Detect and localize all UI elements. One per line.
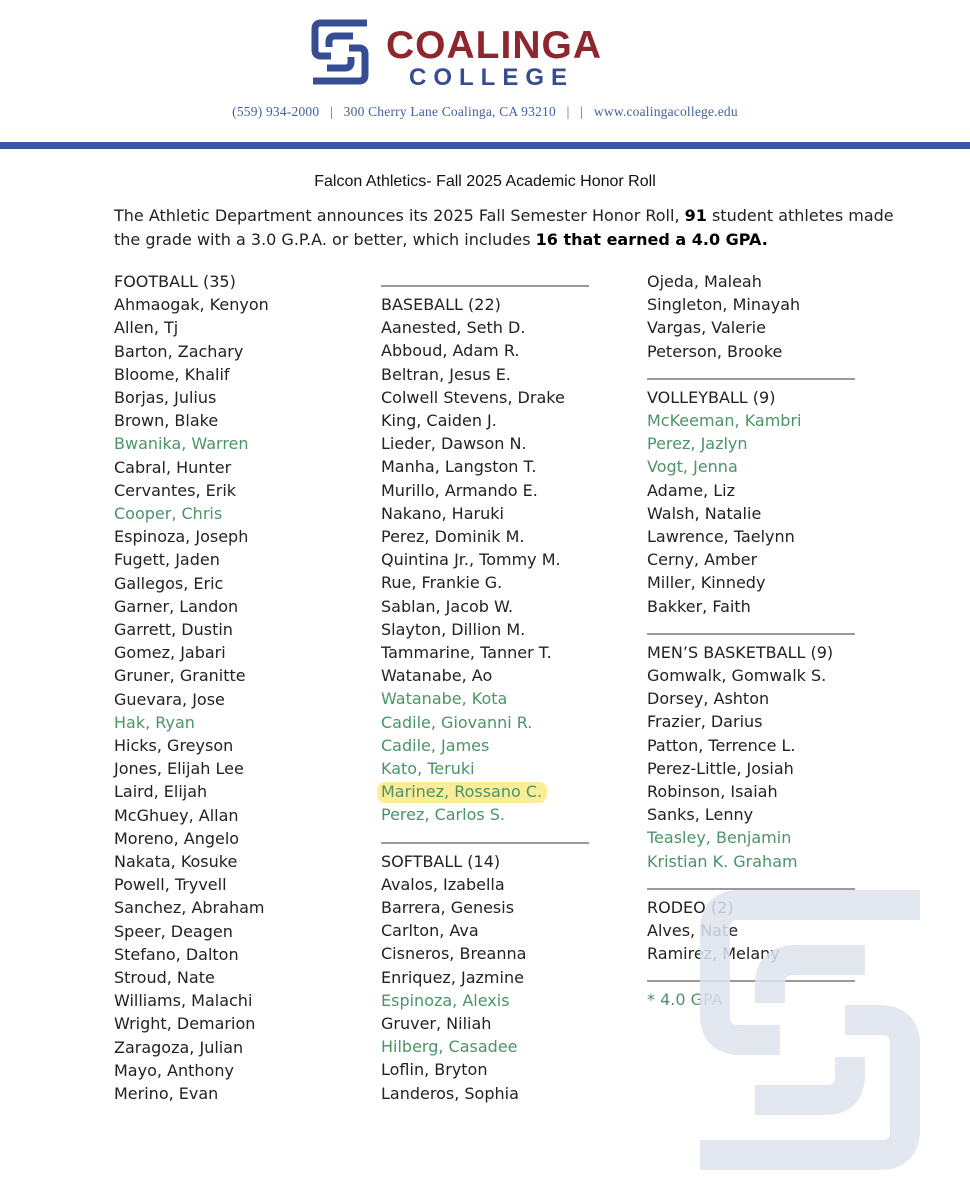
entry-text: Cabral, Hunter bbox=[114, 457, 232, 477]
entry-text: Perez, Dominik M. bbox=[381, 527, 525, 546]
athlete-name bbox=[114, 664, 246, 687]
athlete-name bbox=[381, 618, 525, 641]
entry-text: Hilberg, Casadee bbox=[381, 1037, 518, 1057]
sport-heading bbox=[647, 641, 833, 664]
athlete-name bbox=[114, 1012, 255, 1035]
athlete-name bbox=[381, 339, 519, 362]
athlete-name bbox=[647, 432, 748, 455]
athlete-name bbox=[381, 595, 513, 618]
entry-text: Hicks, Greyson bbox=[114, 736, 234, 755]
athlete-name bbox=[381, 989, 510, 1012]
entry-text: Adame, Liz bbox=[647, 480, 735, 500]
athlete-name bbox=[381, 803, 505, 826]
entry-text: Gomez, Jabari bbox=[114, 643, 226, 663]
athlete-name bbox=[381, 571, 502, 594]
sport-heading bbox=[381, 850, 500, 873]
entry-text: Watanabe, Kota bbox=[381, 689, 508, 709]
entry-text: VOLLEYBALL (9) bbox=[647, 387, 776, 407]
athlete-name bbox=[114, 1036, 243, 1059]
athlete-name bbox=[381, 687, 507, 710]
entry-text: Jones, Elijah Lee bbox=[114, 759, 244, 779]
entry-text: Peterson, Brooke bbox=[647, 341, 783, 361]
athlete-name bbox=[647, 664, 826, 687]
athlete-name bbox=[647, 571, 765, 594]
entry-text: Slayton, Dillion M. bbox=[381, 619, 526, 639]
athlete-name bbox=[647, 850, 798, 873]
entry-text: FOOTBALL (35) bbox=[114, 272, 236, 291]
entry-text: Perez, Jazlyn bbox=[647, 434, 748, 454]
athlete-name bbox=[114, 456, 231, 479]
entry-text: Barrera, Genesis bbox=[381, 898, 515, 917]
entry-text: McGhuey, Allan bbox=[114, 805, 239, 825]
entry-text: Powell, Tryvell bbox=[114, 875, 227, 895]
athlete-name bbox=[114, 757, 244, 780]
athlete-name bbox=[381, 966, 524, 989]
header-divider bbox=[0, 142, 970, 149]
entry-text: Cisneros, Breanna bbox=[381, 944, 527, 964]
entry-text: Colwell Stevens, Drake bbox=[381, 387, 565, 407]
athlete-name bbox=[114, 966, 215, 989]
entry-text: SOFTBALL (14) bbox=[381, 851, 501, 871]
athlete-name bbox=[114, 804, 239, 827]
entry-text: Cadile, James bbox=[381, 735, 490, 755]
entry-text: King, Caiden J. bbox=[381, 411, 497, 430]
athlete-name bbox=[114, 920, 233, 943]
athlete-name bbox=[114, 641, 226, 664]
entry-text: Sanchez, Abraham bbox=[114, 898, 265, 918]
entry-text: Enriquez, Jazmine bbox=[381, 967, 524, 987]
entry-text: Wright, Demarion bbox=[114, 1014, 256, 1034]
athlete-name bbox=[114, 618, 233, 641]
athlete-name bbox=[647, 270, 762, 293]
athlete-name bbox=[114, 734, 233, 757]
entry-text: Aanested, Seth D. bbox=[381, 318, 526, 338]
athlete-name bbox=[381, 641, 552, 664]
sport-heading bbox=[381, 293, 501, 316]
entry-text: Mayo, Anthony bbox=[114, 1060, 234, 1080]
athlete-name bbox=[114, 896, 264, 919]
intro-text-2: student athletes made the grade with a 3.0 G.P.A. or better, which includes bbox=[114, 206, 894, 249]
entry-text: Alves, Nate bbox=[647, 921, 739, 940]
athlete-name bbox=[381, 479, 538, 502]
athlete-name bbox=[647, 340, 782, 363]
entry-text: Bwanika, Warren bbox=[114, 434, 249, 454]
athlete-name bbox=[114, 316, 178, 339]
entry-text: Walsh, Natalie bbox=[647, 503, 762, 523]
athlete-name bbox=[381, 1058, 487, 1081]
entry-text: Patton, Terrence L. bbox=[647, 735, 796, 755]
entry-text: Sablan, Jacob W. bbox=[381, 596, 514, 616]
entry-text: Quintina Jr., Tommy M. bbox=[381, 550, 561, 570]
athlete-name bbox=[114, 409, 218, 432]
athlete-name bbox=[381, 1035, 518, 1058]
perfect-gpa-count: 16 that earned a 4.0 GPA. bbox=[535, 229, 768, 249]
contact-line: (559) 934-2000 | 300 Cherry Lane Coalinga, CA 93210 | | www.coalingacollege.edu bbox=[232, 104, 738, 119]
entry-text: Fugett, Jaden bbox=[114, 550, 220, 570]
entry-text: Marinez, Rossano C. bbox=[381, 782, 543, 802]
sport-heading bbox=[647, 386, 775, 409]
cc-watermark-icon bbox=[695, 875, 925, 1185]
entry-text: Garner, Landon bbox=[114, 596, 239, 616]
athlete-name bbox=[114, 293, 269, 316]
entry-text: Espinoza, Alexis bbox=[381, 990, 510, 1010]
entry-text: Stroud, Nate bbox=[114, 968, 215, 987]
athlete-name bbox=[647, 757, 794, 780]
entry-text: Stefano, Dalton bbox=[114, 944, 239, 964]
athlete-name bbox=[647, 780, 778, 803]
athlete-name bbox=[647, 826, 791, 849]
entry-text: Espinoza, Joseph bbox=[114, 527, 249, 547]
athlete-name bbox=[114, 525, 248, 548]
entry-text: MEN’S BASKETBALL (9) bbox=[647, 642, 834, 662]
entry-text: Kristian K. Graham bbox=[647, 851, 798, 871]
entry-text: Ojeda, Maleah bbox=[647, 272, 762, 291]
entry-text: Hak, Ryan bbox=[114, 712, 195, 732]
athlete-name bbox=[381, 316, 525, 339]
entry-text: Guevara, Jose bbox=[114, 689, 225, 709]
entry-text: Miller, Kinnedy bbox=[647, 573, 766, 593]
entry-text: Ramirez, Melany bbox=[647, 944, 780, 964]
athlete-name bbox=[381, 409, 497, 432]
athlete-name bbox=[381, 780, 542, 803]
entry-text: Perez, Carlos S. bbox=[381, 805, 506, 825]
entry-text: Laird, Elijah bbox=[114, 782, 208, 802]
entry-text: Ahmaogak, Kenyon bbox=[114, 295, 269, 315]
entry-text: BASEBALL (22) bbox=[381, 295, 501, 314]
sport-heading bbox=[114, 270, 236, 293]
entry-text: RODEO (2) bbox=[647, 897, 734, 917]
entry-text: Zaragoza, Julian bbox=[114, 1037, 244, 1057]
entry-text: Gruner, Granitte bbox=[114, 666, 246, 686]
entry-text: Gomwalk, Gomwalk S. bbox=[647, 666, 827, 685]
entry-text: Barton, Zachary bbox=[114, 341, 244, 361]
athlete-name bbox=[381, 919, 479, 942]
athlete-name bbox=[114, 827, 239, 850]
entry-text: Frazier, Darius bbox=[647, 712, 763, 732]
athlete-name bbox=[114, 572, 223, 595]
entry-text: Cooper, Chris bbox=[114, 504, 223, 523]
athlete-name bbox=[381, 363, 511, 386]
athlete-name bbox=[381, 757, 475, 780]
athlete-name bbox=[114, 340, 243, 363]
section-divider bbox=[647, 633, 855, 635]
entry-text: McKeeman, Kambri bbox=[647, 411, 802, 430]
cc-monogram-icon bbox=[311, 14, 369, 90]
athlete-name bbox=[381, 1012, 491, 1035]
entry-text: Cerny, Amber bbox=[647, 550, 758, 570]
athlete-name bbox=[114, 850, 237, 873]
athlete-name bbox=[114, 502, 222, 525]
athlete-name bbox=[114, 548, 220, 571]
section-divider bbox=[381, 842, 589, 844]
athlete-name bbox=[381, 664, 492, 687]
document-title: Falcon Athletics- Fall 2025 Academic Honor Roll bbox=[314, 173, 656, 190]
entry-text: Borjas, Julius bbox=[114, 388, 217, 407]
athlete-name bbox=[381, 525, 525, 548]
athlete-name bbox=[381, 455, 536, 478]
entry-text: Vargas, Valerie bbox=[647, 318, 766, 338]
athlete-name bbox=[381, 942, 526, 965]
athlete-name bbox=[381, 432, 527, 455]
athlete-name bbox=[114, 780, 207, 803]
section-divider bbox=[647, 378, 855, 380]
entry-text: Gruver, Niliah bbox=[381, 1014, 492, 1033]
athlete-name bbox=[114, 1082, 218, 1105]
athlete-name bbox=[114, 1059, 234, 1082]
entry-text: Williams, Malachi bbox=[114, 991, 253, 1011]
entry-text: Beltran, Jesus E. bbox=[381, 364, 511, 384]
athlete-name bbox=[647, 803, 753, 826]
athlete-name bbox=[114, 479, 236, 502]
entry-text: Loflin, Bryton bbox=[381, 1060, 488, 1080]
athlete-name bbox=[647, 734, 796, 757]
athlete-name bbox=[114, 711, 195, 734]
entry-text: Merino, Evan bbox=[114, 1084, 219, 1103]
athlete-name bbox=[647, 595, 751, 618]
athlete-name bbox=[381, 896, 514, 919]
entry-text: Dorsey, Ashton bbox=[647, 689, 770, 709]
entry-text: Tammarine, Tanner T. bbox=[381, 643, 552, 662]
entry-text: Lieder, Dawson N. bbox=[381, 434, 527, 454]
entry-text: Landeros, Sophia bbox=[381, 1083, 519, 1103]
entry-text: Manha, Langston T. bbox=[381, 457, 537, 477]
athlete-name bbox=[647, 710, 762, 733]
entry-text: Vogt, Jenna bbox=[647, 457, 738, 477]
athlete-name bbox=[114, 432, 249, 455]
entry-text: Watanabe, Ao bbox=[381, 666, 493, 686]
athlete-name bbox=[647, 455, 738, 478]
athlete-name bbox=[381, 1082, 519, 1105]
athlete-name bbox=[647, 687, 769, 710]
entry-text: Allen, Tj bbox=[114, 318, 179, 338]
intro-paragraph bbox=[114, 204, 914, 251]
athlete-name bbox=[647, 293, 800, 316]
college-name: COALINGA bbox=[386, 24, 602, 67]
entry-text: Perez-Little, Josiah bbox=[647, 758, 794, 778]
athlete-name bbox=[381, 873, 505, 896]
entry-text: Sanks, Lenny bbox=[647, 805, 754, 825]
entry-text: Cervantes, Erik bbox=[114, 480, 237, 500]
athlete-name bbox=[114, 943, 239, 966]
athlete-name bbox=[114, 989, 252, 1012]
entry-text: Lawrence, Taelynn bbox=[647, 527, 795, 546]
entry-text: Speer, Deagen bbox=[114, 921, 233, 941]
entry-text: Bakker, Faith bbox=[647, 596, 751, 616]
entry-text: Carlton, Ava bbox=[381, 921, 479, 941]
entry-text: Murillo, Armando E. bbox=[381, 480, 538, 500]
entry-text: Abboud, Adam R. bbox=[381, 341, 520, 361]
entry-text: Teasley, Benjamin bbox=[647, 828, 792, 848]
athlete-name bbox=[647, 502, 761, 525]
athlete-name bbox=[114, 595, 238, 618]
entry-text: Bloome, Khalif bbox=[114, 364, 230, 384]
athlete-name bbox=[381, 711, 532, 734]
athlete-name bbox=[647, 525, 795, 548]
athlete-name bbox=[647, 479, 735, 502]
athlete-name bbox=[647, 316, 766, 339]
athlete-name bbox=[114, 873, 227, 896]
entry-text: Garrett, Dustin bbox=[114, 620, 233, 639]
entry-text: * 4.0 GPA bbox=[647, 990, 723, 1010]
entry-text: Singleton, Minayah bbox=[647, 295, 801, 315]
athlete-name bbox=[647, 548, 757, 571]
athlete-name bbox=[647, 409, 801, 432]
athlete-name bbox=[381, 734, 489, 757]
entry-text: Brown, Blake bbox=[114, 411, 219, 431]
entry-text: Robinson, Isaiah bbox=[647, 782, 778, 801]
athlete-count: 91 bbox=[684, 206, 707, 225]
athlete-name bbox=[381, 548, 561, 571]
entry-text: Moreno, Angelo bbox=[114, 828, 240, 848]
entry-text: Gallegos, Eric bbox=[114, 573, 224, 593]
athlete-name bbox=[114, 688, 225, 711]
athlete-name bbox=[114, 386, 216, 409]
athlete-name bbox=[114, 363, 230, 386]
entry-text: Nakata, Kosuke bbox=[114, 852, 238, 871]
entry-text: Avalos, Izabella bbox=[381, 874, 505, 894]
athlete-name bbox=[381, 386, 565, 409]
college-subtitle: COLLEGE bbox=[409, 64, 575, 91]
entry-text: Cadile, Giovanni R. bbox=[381, 712, 533, 732]
intro-text-1: The Athletic Department announces its 2025 Fall Semester Honor Roll, bbox=[114, 206, 685, 225]
entry-text: Rue, Frankie G. bbox=[381, 573, 503, 593]
section-divider bbox=[381, 285, 589, 287]
athlete-name bbox=[381, 502, 504, 525]
entry-text: Nakano, Haruki bbox=[381, 503, 504, 523]
entry-text: Kato, Teruki bbox=[381, 759, 475, 778]
